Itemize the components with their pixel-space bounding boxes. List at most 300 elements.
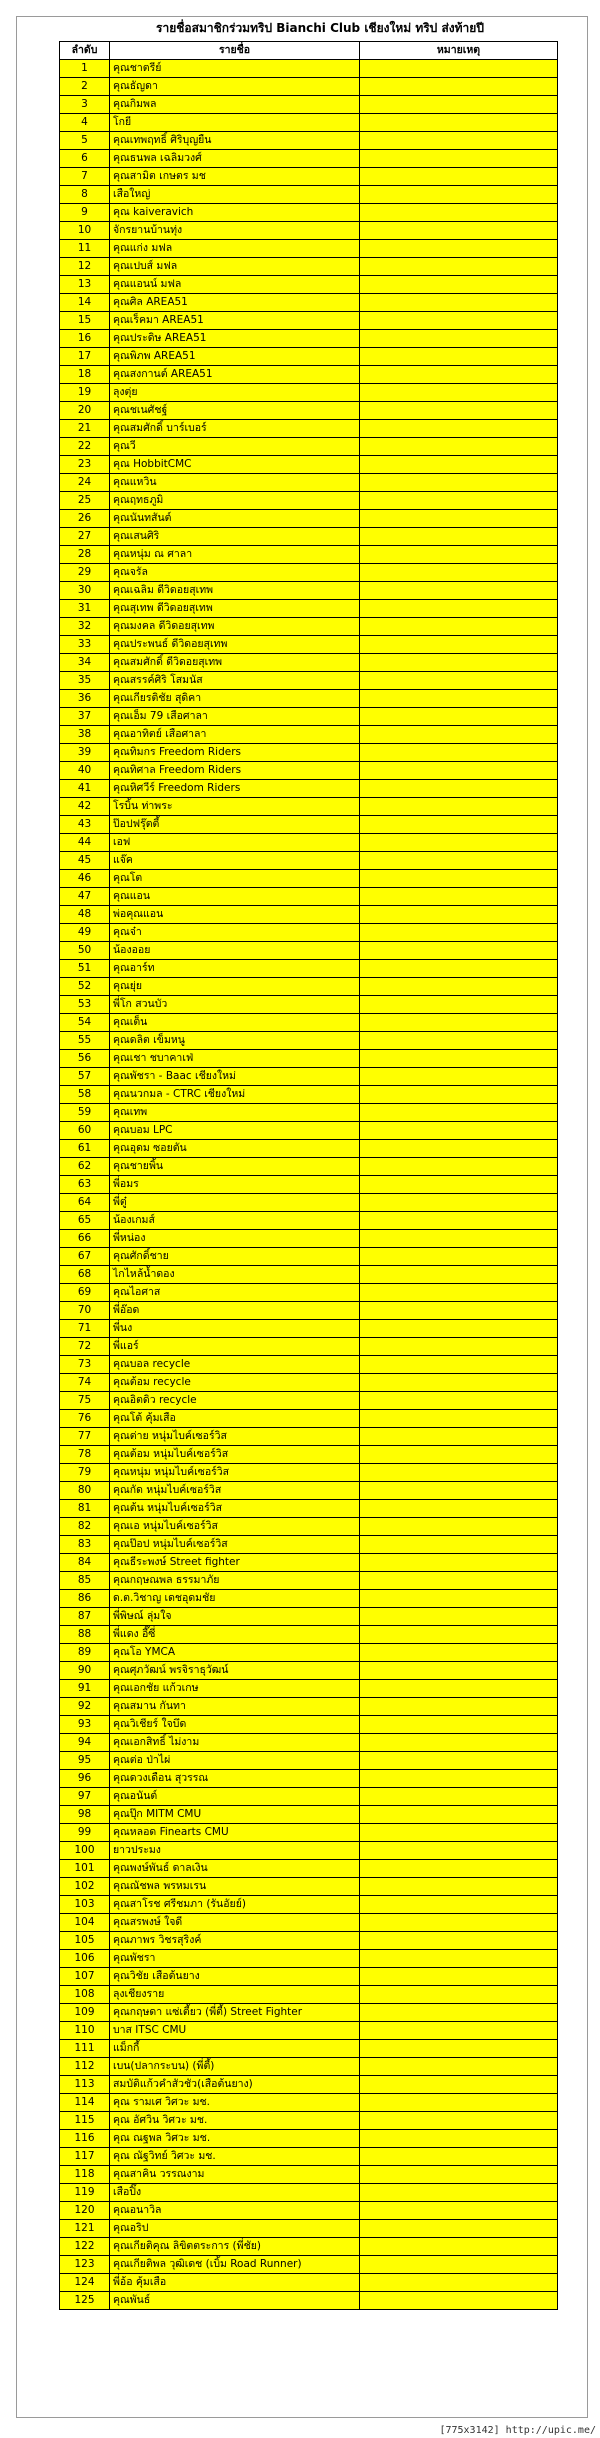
cell-name: คุณโต (110, 870, 360, 888)
cell-name: คุณ ณัฐวิทย์ วิศวะ มช. (110, 2148, 360, 2166)
cell-number: 50 (60, 942, 110, 960)
cell-number: 56 (60, 1050, 110, 1068)
table-row (60, 168, 558, 186)
table-row (60, 1140, 558, 1158)
cell-number: 90 (60, 1662, 110, 1680)
table-row (60, 834, 558, 852)
table-row (60, 1068, 558, 1086)
cell-number: 39 (60, 744, 110, 762)
cell-name: คุณสงกานต์ AREA51 (110, 366, 360, 384)
table-row (60, 690, 558, 708)
cell-number: 46 (60, 870, 110, 888)
cell-note (360, 1356, 558, 1374)
cell-note (360, 1392, 558, 1410)
table-row (60, 888, 558, 906)
cell-name: พี่แอร์ (110, 1338, 360, 1356)
cell-number: 28 (60, 546, 110, 564)
cell-note (360, 618, 558, 636)
table-row (60, 2112, 558, 2130)
cell-name: คุณดวงเดือน สุวรรณ (110, 1770, 360, 1788)
table-row (60, 438, 558, 456)
cell-name: พี่พิษณ์ ลุ่มใจ (110, 1608, 360, 1626)
cell-note (360, 1050, 558, 1068)
cell-note (360, 600, 558, 618)
cell-number: 34 (60, 654, 110, 672)
cell-name: พี่ตู๋ (110, 1194, 360, 1212)
table-row (60, 798, 558, 816)
table-row (60, 1518, 558, 1536)
cell-number: 6 (60, 150, 110, 168)
cell-name: คุณสมศักดิ์ ดีวิดอยสุเทพ (110, 654, 360, 672)
cell-number: 70 (60, 1302, 110, 1320)
cell-number: 77 (60, 1428, 110, 1446)
cell-note (360, 1248, 558, 1266)
cell-note (360, 1608, 558, 1626)
cell-name: คุณทิมกร Freedom Riders (110, 744, 360, 762)
table-row (60, 636, 558, 654)
cell-note (360, 870, 558, 888)
table-row (60, 996, 558, 1014)
cell-name: คุณเชา ชบาคาเฟ่ (110, 1050, 360, 1068)
cell-name: คุณต้อม recycle (110, 1374, 360, 1392)
table-row (60, 780, 558, 798)
table-row (60, 1932, 558, 1950)
table-row (60, 672, 558, 690)
cell-number: 26 (60, 510, 110, 528)
cell-name: คุณเอ็ม 79 เสือศาลา (110, 708, 360, 726)
cell-number: 98 (60, 1806, 110, 1824)
cell-name: คุณจ๋า (110, 924, 360, 942)
cell-name: คุณภาพร วิชรสุริงค์ (110, 1932, 360, 1950)
cell-number: 74 (60, 1374, 110, 1392)
table-row (60, 1122, 558, 1140)
cell-note (360, 1014, 558, 1032)
table-row (60, 1086, 558, 1104)
cell-name: คุณเกียรติชัย สุดิคา (110, 690, 360, 708)
cell-name: คุณยุ่ย (110, 978, 360, 996)
table-row (60, 2040, 558, 2058)
cell-number: 33 (60, 636, 110, 654)
table-row (60, 1590, 558, 1608)
cell-number: 42 (60, 798, 110, 816)
table-row (60, 1644, 558, 1662)
cell-note (360, 186, 558, 204)
cell-name: คุณสมศักดิ์ บาร์เบอร์ (110, 420, 360, 438)
cell-number: 86 (60, 1590, 110, 1608)
table-row (60, 1716, 558, 1734)
cell-note (360, 1734, 558, 1752)
cell-note (360, 2130, 558, 2148)
table-row (60, 1662, 558, 1680)
cell-number: 69 (60, 1284, 110, 1302)
cell-number: 59 (60, 1104, 110, 1122)
cell-number: 55 (60, 1032, 110, 1050)
cell-name: คุณต้อม หนุ่มไบค์เซอร์วิส (110, 1446, 360, 1464)
cell-note (360, 1878, 558, 1896)
cell-number: 85 (60, 1572, 110, 1590)
cell-note (360, 222, 558, 240)
cell-name: เอฟ (110, 834, 360, 852)
cell-name: คุณศิล AREA51 (110, 294, 360, 312)
cell-note (360, 2292, 558, 2310)
cell-name: คุณทิศาล Freedom Riders (110, 762, 360, 780)
cell-number: 124 (60, 2274, 110, 2292)
cell-name: คุณอิตดิว recycle (110, 1392, 360, 1410)
cell-name: คุณต้น หนุ่มไบค์เซอร์วิส (110, 1500, 360, 1518)
table-row (60, 1446, 558, 1464)
cell-note (360, 1194, 558, 1212)
cell-number: 63 (60, 1176, 110, 1194)
cell-name: คุณอุดม ซอยตัน (110, 1140, 360, 1158)
cell-note (360, 2256, 558, 2274)
table-row (60, 78, 558, 96)
cell-note (360, 996, 558, 1014)
cell-number: 31 (60, 600, 110, 618)
table-row (60, 924, 558, 942)
cell-number: 62 (60, 1158, 110, 1176)
table-row (60, 1212, 558, 1230)
cell-note (360, 780, 558, 798)
cell-name: คุณ HobbitCMC (110, 456, 360, 474)
cell-note (360, 960, 558, 978)
table-row (60, 204, 558, 222)
table-row (60, 1032, 558, 1050)
table-row (60, 1050, 558, 1068)
cell-note (360, 636, 558, 654)
cell-note (360, 114, 558, 132)
table-row (60, 2202, 558, 2220)
cell-note (360, 2184, 558, 2202)
table-row (60, 402, 558, 420)
cell-name: ด.ต.วิชาญ เดชอุดมชัย (110, 1590, 360, 1608)
cell-name: เสือใหญ่ (110, 186, 360, 204)
cell-number: 36 (60, 690, 110, 708)
cell-note (360, 204, 558, 222)
cell-note (360, 474, 558, 492)
cell-number: 7 (60, 168, 110, 186)
cell-number: 101 (60, 1860, 110, 1878)
cell-number: 4 (60, 114, 110, 132)
cell-name: แม็กกี้ (110, 2040, 360, 2058)
cell-number: 35 (60, 672, 110, 690)
cell-note (360, 1284, 558, 1302)
cell-note (360, 528, 558, 546)
cell-name: คุณพิภพ AREA51 (110, 348, 360, 366)
cell-note (360, 1374, 558, 1392)
cell-number: 57 (60, 1068, 110, 1086)
spreadsheet-sheet (16, 16, 588, 2418)
cell-name: คุณพัชรา (110, 1950, 360, 1968)
table-row (60, 1014, 558, 1032)
cell-note (360, 2274, 558, 2292)
table-row (60, 1374, 558, 1392)
cell-number: 27 (60, 528, 110, 546)
cell-name: คุณประพนธ์ ดีวิดอยสุเทพ (110, 636, 360, 654)
cell-number: 15 (60, 312, 110, 330)
cell-note (360, 1968, 558, 1986)
table-row (60, 1734, 558, 1752)
cell-number: 115 (60, 2112, 110, 2130)
cell-number: 95 (60, 1752, 110, 1770)
cell-name: คุณสมาน กันทา (110, 1698, 360, 1716)
cell-number: 30 (60, 582, 110, 600)
cell-note (360, 762, 558, 780)
table-row (60, 1896, 558, 1914)
table-row (60, 1752, 558, 1770)
cell-name: คุณอาร์ท (110, 960, 360, 978)
table-row (60, 510, 558, 528)
table-row (60, 960, 558, 978)
cell-name: คุณเกียติคุณ ลิขิตตระการ (พี่ชัย) (110, 2238, 360, 2256)
cell-number: 119 (60, 2184, 110, 2202)
cell-number: 68 (60, 1266, 110, 1284)
cell-name: ไกไหล้น้ำดอง (110, 1266, 360, 1284)
cell-note (360, 672, 558, 690)
table-row (60, 852, 558, 870)
cell-note (360, 150, 558, 168)
cell-number: 65 (60, 1212, 110, 1230)
cell-note (360, 888, 558, 906)
cell-name: คุณนวกมล - CTRC เชียงใหม่ (110, 1086, 360, 1104)
cell-note (360, 2148, 558, 2166)
cell-number: 23 (60, 456, 110, 474)
cell-note (360, 1428, 558, 1446)
cell-number: 117 (60, 2148, 110, 2166)
cell-number: 107 (60, 1968, 110, 1986)
cell-note (360, 1788, 558, 1806)
cell-name: คุณเทพฤทธิ์ ศิริบุญยืน (110, 132, 360, 150)
cell-number: 64 (60, 1194, 110, 1212)
table-row (60, 1392, 558, 1410)
header-row (60, 42, 558, 60)
cell-note (360, 1644, 558, 1662)
cell-note (360, 1140, 558, 1158)
cell-number: 44 (60, 834, 110, 852)
table-row (60, 1824, 558, 1842)
cell-name: คุณธีระพงษ์ Street fighter (110, 1554, 360, 1572)
cell-note (360, 1680, 558, 1698)
table-row (60, 1860, 558, 1878)
table-row (60, 240, 558, 258)
cell-name: คุณนันทสันต์ (110, 510, 360, 528)
cell-name: คุณหลอด Finearts CMU (110, 1824, 360, 1842)
cell-note (360, 312, 558, 330)
table-row (60, 708, 558, 726)
cell-note (360, 1914, 558, 1932)
cell-number: 2 (60, 78, 110, 96)
cell-name: คุณโต้ คุ้มเสือ (110, 1410, 360, 1428)
cell-name: คุณชายพิ้น (110, 1158, 360, 1176)
cell-note (360, 348, 558, 366)
cell-name: คุณป๊อป หนุ่มไบค์เซอร์วิส (110, 1536, 360, 1554)
cell-note (360, 1860, 558, 1878)
table-row (60, 2148, 558, 2166)
cell-note (360, 942, 558, 960)
table-row (60, 1410, 558, 1428)
cell-note (360, 852, 558, 870)
column-header-name: รายชื่อ (110, 42, 360, 60)
cell-name: คุณวิชัย เสือต้นยาง (110, 1968, 360, 1986)
cell-name: คุณเทพ (110, 1104, 360, 1122)
cell-note (360, 978, 558, 996)
cell-note (360, 1824, 558, 1842)
table-row (60, 1626, 558, 1644)
table-row (60, 456, 558, 474)
cell-note (360, 1176, 558, 1194)
table-row (60, 2220, 558, 2238)
table-row (60, 294, 558, 312)
table-row (60, 1842, 558, 1860)
cell-name: คุณสาคิน วรรณงาม (110, 2166, 360, 2184)
cell-number: 60 (60, 1122, 110, 1140)
cell-number: 38 (60, 726, 110, 744)
cell-note (360, 2094, 558, 2112)
cell-number: 123 (60, 2256, 110, 2274)
cell-note (360, 1464, 558, 1482)
cell-number: 10 (60, 222, 110, 240)
cell-number: 76 (60, 1410, 110, 1428)
cell-note (360, 1752, 558, 1770)
cell-note (360, 1932, 558, 1950)
member-table-body (60, 60, 558, 2310)
cell-number: 40 (60, 762, 110, 780)
cell-note (360, 2022, 558, 2040)
table-row (60, 1230, 558, 1248)
cell-note (360, 1068, 558, 1086)
table-row (60, 1194, 558, 1212)
member-table (59, 41, 558, 2310)
cell-note (360, 1032, 558, 1050)
cell-number: 80 (60, 1482, 110, 1500)
cell-name: คุณพันธ์ (110, 2292, 360, 2310)
table-row (60, 1914, 558, 1932)
cell-name: คุณกฤษดา แซ่เตี้ยว (พี่ตี้) Street Fighter (110, 2004, 360, 2022)
cell-number: 73 (60, 1356, 110, 1374)
cell-name: คุณหิศวีร์ Freedom Riders (110, 780, 360, 798)
cell-name: คุณกัด หนุ่มไบค์เซอร์วิส (110, 1482, 360, 1500)
cell-number: 110 (60, 2022, 110, 2040)
table-row (60, 2130, 558, 2148)
cell-number: 13 (60, 276, 110, 294)
table-row (60, 1770, 558, 1788)
cell-number: 109 (60, 2004, 110, 2022)
cell-number: 99 (60, 1824, 110, 1842)
cell-number: 16 (60, 330, 110, 348)
table-row (60, 1104, 558, 1122)
cell-note (360, 726, 558, 744)
cell-note (360, 294, 558, 312)
cell-name: คุณเปบส์ มฟล (110, 258, 360, 276)
cell-name: คุณแก่ง มฟล (110, 240, 360, 258)
table-row (60, 1482, 558, 1500)
cell-number: 3 (60, 96, 110, 114)
cell-name: คุณเอกชัย แก้วเกษ (110, 1680, 360, 1698)
cell-note (360, 546, 558, 564)
cell-note (360, 1158, 558, 1176)
cell-name: น้องออย (110, 942, 360, 960)
cell-note (360, 1500, 558, 1518)
cell-note (360, 1446, 558, 1464)
cell-note (360, 384, 558, 402)
cell-number: 72 (60, 1338, 110, 1356)
cell-note (360, 708, 558, 726)
cell-number: 58 (60, 1086, 110, 1104)
cell-number: 75 (60, 1392, 110, 1410)
cell-name: คุณแอนน์ มฟล (110, 276, 360, 294)
cell-note (360, 1230, 558, 1248)
cell-number: 100 (60, 1842, 110, 1860)
cell-number: 43 (60, 816, 110, 834)
table-row (60, 618, 558, 636)
cell-number: 9 (60, 204, 110, 222)
table-row (60, 1572, 558, 1590)
cell-note (360, 2166, 558, 2184)
cell-number: 104 (60, 1914, 110, 1932)
cell-note (360, 2220, 558, 2238)
cell-note (360, 1518, 558, 1536)
cell-number: 54 (60, 1014, 110, 1032)
cell-number: 116 (60, 2130, 110, 2148)
cell-number: 79 (60, 1464, 110, 1482)
cell-note (360, 2040, 558, 2058)
table-row (60, 114, 558, 132)
table-row (60, 870, 558, 888)
cell-number: 122 (60, 2238, 110, 2256)
cell-number: 45 (60, 852, 110, 870)
cell-name: คุณไอศาส (110, 1284, 360, 1302)
cell-name: คุณเร็คมา AREA51 (110, 312, 360, 330)
table-row (60, 1968, 558, 1986)
cell-number: 22 (60, 438, 110, 456)
cell-note (360, 564, 558, 582)
cell-number: 20 (60, 402, 110, 420)
cell-name: พี่อมร (110, 1176, 360, 1194)
table-row (60, 2184, 558, 2202)
cell-name: คุณสรรค์ศิริ โสมนัส (110, 672, 360, 690)
cell-number: 89 (60, 1644, 110, 1662)
cell-name: คุณอาทิตย์ เสือศาลา (110, 726, 360, 744)
cell-note (360, 168, 558, 186)
cell-note (360, 744, 558, 762)
table-row (60, 1536, 558, 1554)
cell-note (360, 2202, 558, 2220)
cell-name: คุณอนันต์ (110, 1788, 360, 1806)
cell-note (360, 834, 558, 852)
cell-number: 32 (60, 618, 110, 636)
cell-number: 82 (60, 1518, 110, 1536)
cell-number: 105 (60, 1932, 110, 1950)
cell-name: ลุงเชียงราย (110, 1986, 360, 2004)
cell-number: 19 (60, 384, 110, 402)
cell-note (360, 2112, 558, 2130)
cell-number: 71 (60, 1320, 110, 1338)
table-row (60, 150, 558, 168)
table-row (60, 420, 558, 438)
table-row (60, 2274, 558, 2292)
cell-note (360, 276, 558, 294)
cell-note (360, 582, 558, 600)
cell-name: คุณพัชรา - Baac เชียงใหม่ (110, 1068, 360, 1086)
cell-name: คุณแอน (110, 888, 360, 906)
cell-number: 5 (60, 132, 110, 150)
cell-number: 88 (60, 1626, 110, 1644)
table-row (60, 1698, 558, 1716)
watermark-text: [775x3142] http://upic.me/ (439, 2425, 596, 2436)
cell-note (360, 690, 558, 708)
cell-number: 113 (60, 2076, 110, 2094)
table-row (60, 186, 558, 204)
cell-name: คุณเอกสิทธิ์ ไม่งาม (110, 1734, 360, 1752)
